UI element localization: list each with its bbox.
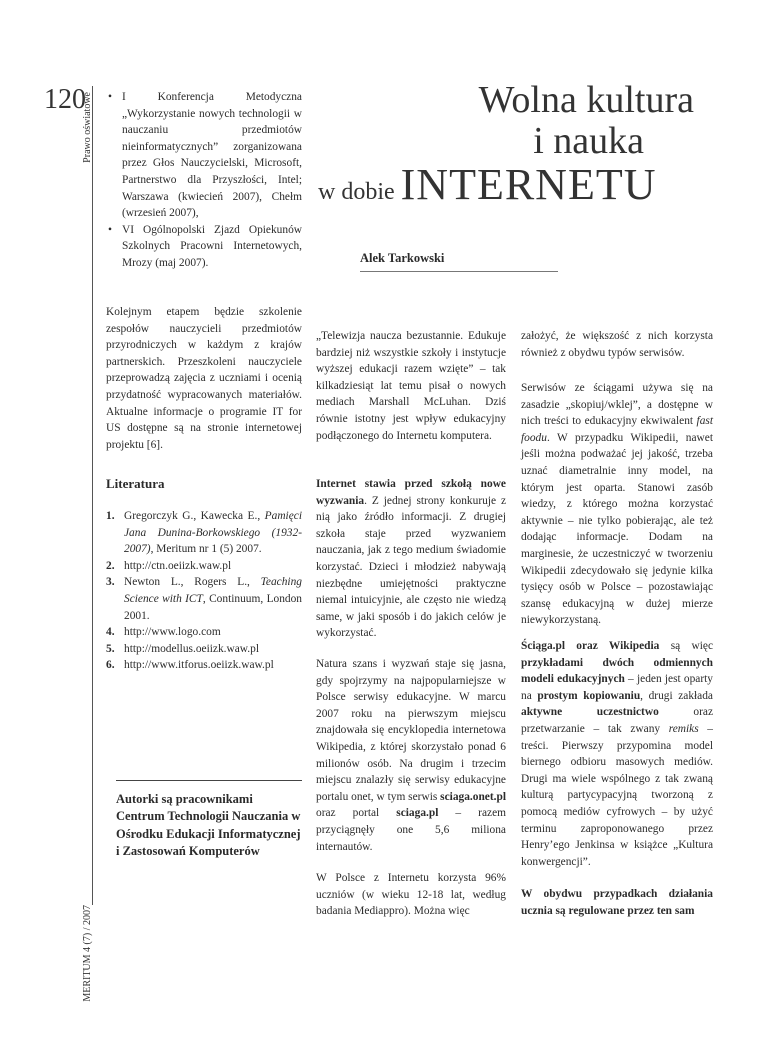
conference-list: [106, 89, 302, 272]
literature-list: [106, 508, 302, 674]
running-head-text: Prawo oświatowe: [82, 92, 93, 163]
body-paragraph: Natura szans i wyzwań staje się jasna, gdy spojrzymy na najpopularniejsze w Polsce serwisy edukacyjne. W marcu 2007 roku na pierwszym miejscu znajdowała się encyklopedia internetowa Wikipedia, z której skorzystało ponad 6 milionów osób. Na drugim i trzecim miejscu znalazły się serwisy edukacyjne portalu onet, w tym serwis sciaga.onet.pl oraz portal sciaga.pl – razem przyciągnęły one 5,6 miliona internautów.: [316, 658, 506, 853]
body-paragraph: Internet stawia przed szkołą nowe wyzwania. Z jednej strony konkuruje z nią jako źródło informacji. Z drugiej szkoła staje przed wyzwaniem nauczania, jak z tego medium świadomie korzystać. Dzieci i młodzież nabywają niezbędne umiejętności praktyczne niemal intuicyjnie, ale często nie wiedzą same, w jaki sposób i do jakich celów je wykorzystać.: [316, 478, 506, 640]
journal-footer-text: MERITUM 4 (7) / 2007: [82, 905, 93, 1002]
article-author: Alek Tarkowski: [360, 251, 558, 272]
title-line-1: Wolna kultura: [478, 79, 694, 121]
article-title: [318, 80, 718, 215]
literature-item: 3. Newton L., Rogers L., Teaching Science with ICT, Continuum, London 2001.: [106, 576, 303, 622]
literature-item: 1. Gregorczyk G., Kawecka E., Pamięci Jana Dunina-Borkowskiego (1932-2007), Meritum nr 1 (5) 2007.: [106, 510, 302, 556]
body-paragraph: W obydwu przypadkach działania ucznia są regulowane przez ten sam: [521, 888, 713, 917]
body-paragraph: Kolejnym etapem będzie szkolenie zespołów nauczycieli przedmiotów przyrodniczych w każdym z krajów partnerskich. Przeszkoleni nauczyciele przeprowadzą zajęcia z uczniami i ocenią przydatność wypracowanych materiałów. Aktualne informacje o programie IT for US dostępne są na stronie internetowej projektu [6].: [106, 306, 302, 451]
title-line-2: i nauka: [533, 120, 644, 162]
list-item: • I Konferencja Metodyczna „Wykorzystanie nowych technologii w nauczaniu przedmiotów nieinformatycznych” zorganizowana przez Głos Nauczycielski, Microsoft, Partnerstwo dla Przyszłości, Intel; Warszawa (kwiecień 2007), Chełm (wrzesień 2007),: [106, 89, 302, 222]
body-paragraph: Serwisów ze ściągami używa się na zasadzie „skopiuj/wklej”, a dostępne w nich treści to edukacyjny ekwiwalent fast foodu. W przypadku Wikipedii, nawet jeśli można podważać jej jakość, trzeba uznać diametralnie inny model, na którym jest oparta. Stanowi zasób wiedzy, z którego można korzystać aktywnie – nie tylko pobierając, ale też dodając informacje. Dodam na marginesie, że uczestniczyć w tworzeniu Wikipedii zdecydowało się jedynie kilka tysięcy osób w Polsce – pozostawiając szansę edukacyjną w dużej mierze niewykorzystaną.: [521, 382, 713, 627]
literature-item: 2. http://ctn.oeiizk.waw.pl: [106, 559, 232, 572]
literature-heading: Literatura: [106, 476, 165, 491]
body-paragraph: W Polsce z Internetu korzysta 96% uczniów (w wieku 12-18 lat, według badania Mediappro). Można więc: [316, 872, 506, 918]
title-line-3: w dobie INTERNETU: [318, 160, 657, 209]
authors-note-box: [116, 780, 302, 861]
list-item: • VI Ogólnopolski Zjazd Opiekunów Szkolnych Pracowni Internetowych, Mrozy (maj 2007).: [106, 222, 302, 272]
authors-note: Autorki są pracownikami Centrum Technologii Nauczania w Ośrodku Edukacji Informatycznej i Zastosowań Komputerów: [116, 792, 301, 859]
page-number: 120: [44, 84, 86, 115]
running-head: [82, 92, 94, 212]
body-paragraph: „Telewizja naucza bezustannie. Edukuje bardziej niż wszystkie szkoły i instytucje wyższej edukacji razem wzięte” – tak kilkadziesiąt lat temu pisał o nowych mediach Marshall McLuhan. Dziś równie istotny jest wpływ edukacyjny podłączonego do Internetu komputera.: [316, 330, 506, 442]
literature-item: 4. http://www.logo.com: [106, 626, 221, 639]
journal-footer: [82, 905, 94, 1045]
literature-item: 6. http://www.itforus.oeiizk.waw.pl: [106, 659, 274, 672]
literature-item: 5. http://modellus.oeiizk.waw.pl: [106, 642, 259, 655]
body-paragraph: założyć, że większość z nich korzysta również z obydwu typów serwisów.: [521, 330, 713, 359]
body-paragraph: Ściąga.pl oraz Wikipedia są więc przykładami dwóch odmiennych modeli edukacyjnych – jeden jest oparty na prostym kopiowaniu, drugi zakłada aktywne uczestnictwo oraz przetwarzanie – tak zwany remiks – treści. Pierwszy przypomina model biernego odbioru masowych mediów. Drugi ma wiele wspólnego z tak zwaną kulturą partycypacyjną tworzoną z pomocą mediów cyfrowych – by użyć terminu zaproponowanego przez Henry’ego Jenkinsa w książce „Kultura konwergencji”.: [521, 640, 714, 868]
